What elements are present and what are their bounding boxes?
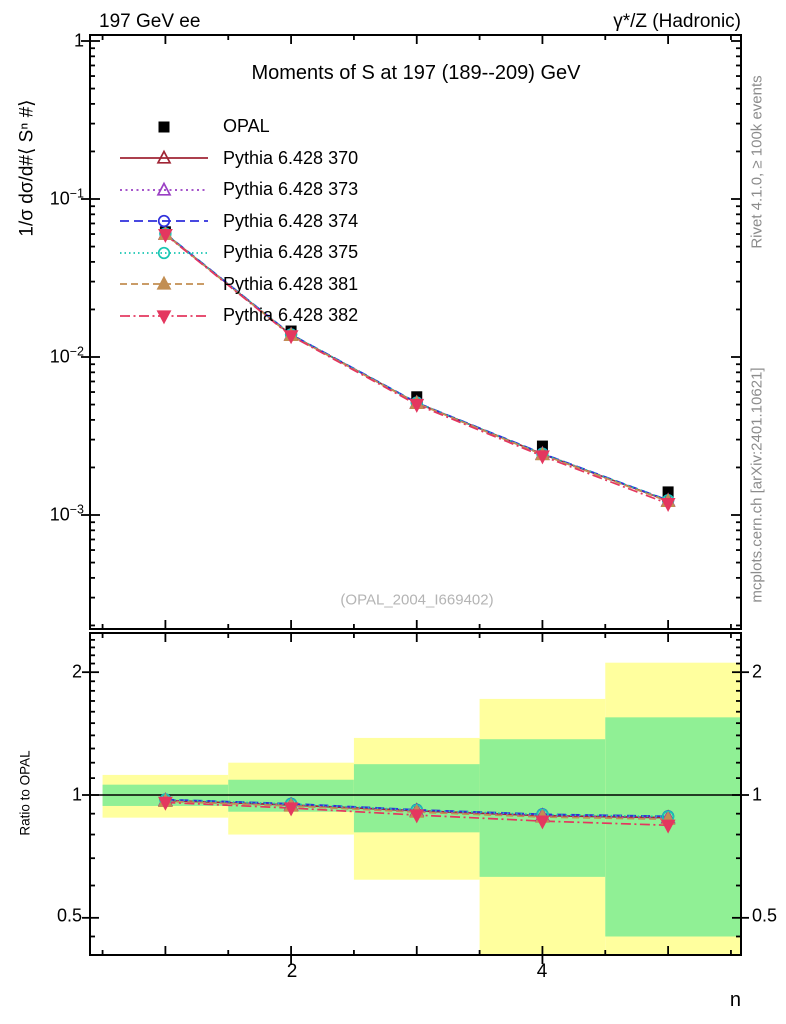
legend-label: OPAL xyxy=(223,116,270,137)
y-tick-label-1e-2: $10^{-2}$ xyxy=(49,344,84,367)
x-tick-label-4: 4 xyxy=(536,961,548,982)
ratio-tick-right-2: 2 xyxy=(752,661,763,682)
x-axis-label: n xyxy=(729,989,741,1011)
legend-label: Pythia 6.428 382 xyxy=(223,305,359,326)
rivet-version-note: Rivet 4.1.0, ≥ 100k events xyxy=(748,75,766,249)
legend-item-pythia-6.428-381 xyxy=(118,269,358,301)
legend-item-pythia-6.428-374 xyxy=(118,206,358,238)
legend-label: Pythia 6.428 375 xyxy=(223,242,359,263)
y-tick-label-1e-3: $10^{-3}$ xyxy=(49,502,84,525)
legend-item-pythia-6.428-373 xyxy=(118,174,358,206)
ratio-tick-left-1: 1 xyxy=(71,784,82,805)
legend-marker-circle-open xyxy=(118,209,210,233)
legend-item-pythia-6.428-382 xyxy=(118,300,358,332)
y-tick-label-1e-1: $10^{-1}$ xyxy=(49,186,84,209)
legend-label: Pythia 6.428 370 xyxy=(223,147,359,168)
legend-label: Pythia 6.428 374 xyxy=(223,210,359,231)
ratio-tick-left-0.5: 0.5 xyxy=(56,905,82,926)
legend xyxy=(118,111,358,332)
x-tick-label-2: 2 xyxy=(286,961,298,982)
legend-marker-circle-open xyxy=(118,241,210,265)
ratio-tick-right-1: 1 xyxy=(752,784,763,805)
ratio-tick-right-0.5: 0.5 xyxy=(752,905,778,926)
mcplots-arxiv-note: mcplots.cern.ch [arXiv:2401.10621] xyxy=(748,367,766,603)
legend-label: Pythia 6.428 373 xyxy=(223,179,359,200)
legend-label: Pythia 6.428 381 xyxy=(223,273,359,294)
legend-item-pythia-6.428-370 xyxy=(118,143,358,175)
header-beam-energy: 197 GeV ee xyxy=(99,11,201,32)
ratio-axis-label: Ratio to OPAL xyxy=(17,750,33,836)
y-axis-label: 1/σ dσ/d#⟨ Sⁿ #⟩ xyxy=(16,99,38,237)
legend-marker-triangle-open xyxy=(118,178,210,202)
header-process: γ*/Z (Hadronic) xyxy=(613,11,741,32)
legend-item-pythia-6.428-375 xyxy=(118,237,358,269)
legend-marker-triangle-open xyxy=(118,146,210,170)
ratio-tick-left-2: 2 xyxy=(71,661,82,682)
legend-marker-triangle-down-filled xyxy=(118,304,210,328)
legend-item-opal xyxy=(118,111,358,143)
legend-marker-triangle-filled xyxy=(118,272,210,296)
legend-marker-square-filled xyxy=(118,115,210,139)
y-tick-label-1: 1 xyxy=(73,30,84,51)
analysis-id-watermark: (OPAL_2004_I669402) xyxy=(340,591,494,609)
green-band-bin5 xyxy=(605,717,741,936)
plot-title: Moments of S at 197 (189--209) GeV xyxy=(251,62,581,84)
